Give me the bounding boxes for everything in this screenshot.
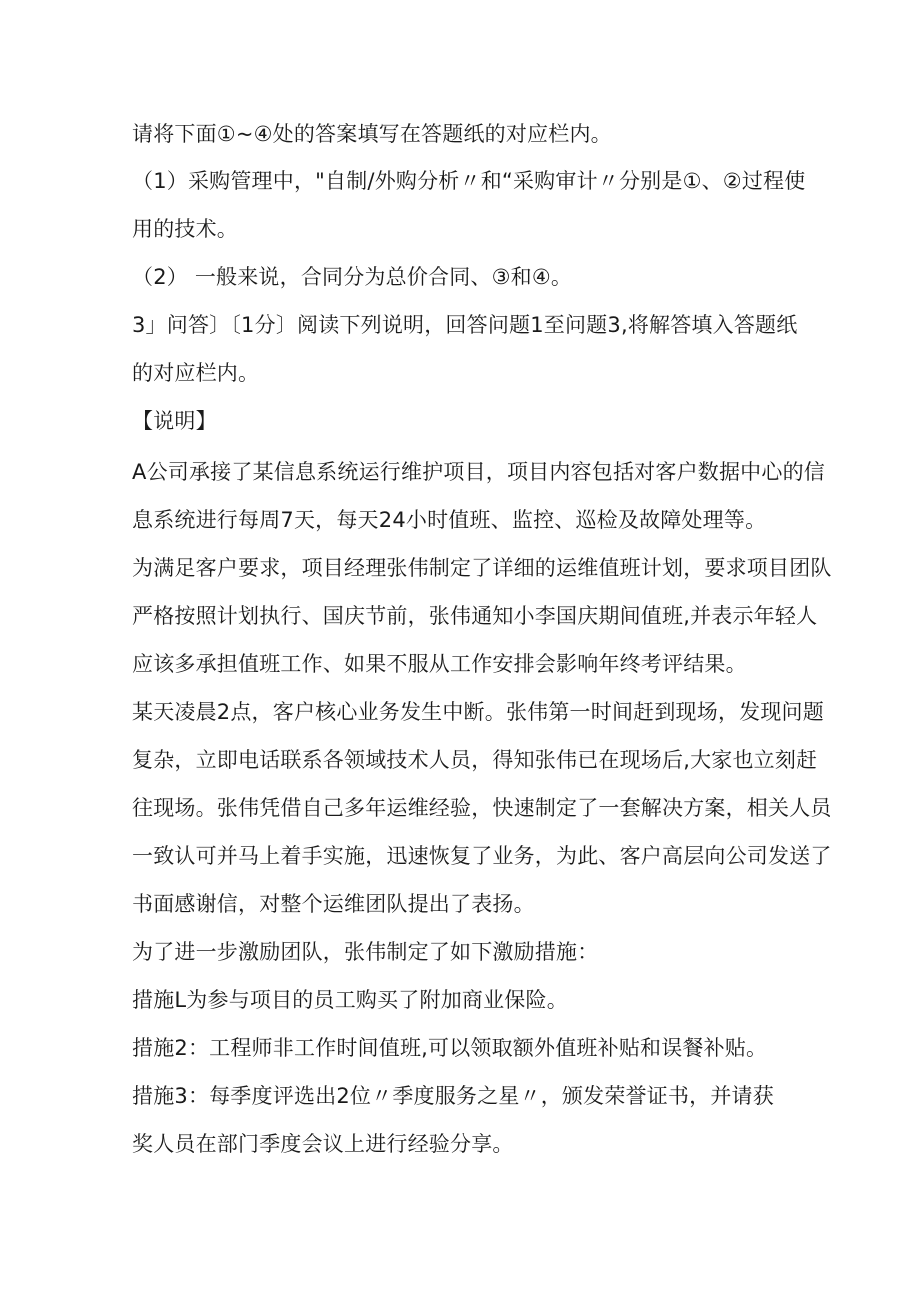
text-line-2: （1）采购管理中，"自制/外购分析〃和“采购审计〃分别是①、②过程使 [132,169,806,193]
text-line-14: 复杂，立即电话联系各领域技术人员，得知张伟已在现场后,大家也立刻赶 [132,748,818,772]
text-line-12: 应该多承担值班工作、如果不服从工作安排会影响年终考评结果。 [132,652,747,676]
text-line-8: A公司承接了某信息系统运行维护项目，项目内容包括对客户数据中心的信 [132,460,825,484]
text-line-1: 请将下面①~④处的答案填写在答题纸的对应栏内。 [132,122,612,146]
text-line-4: （2） 一般来说，合同分为总价合同、③和④。 [132,265,573,289]
text-line-5: 3」问答〕〔1分〕阅读下列说明，回答问题1至问题3,将解答填入答题纸 [132,313,798,337]
text-line-22: 奖人员在部门季度会议上进行经验分享。 [132,1132,514,1156]
text-line-15: 往现场。张伟凭借自己多年运维经验，快速制定了一套解决方案，相关人员 [132,796,832,820]
text-line-6: 的对应栏内。 [132,361,260,385]
text-line-17: 书面感谢信，对整个运维团队提出了表扬。 [132,892,535,916]
text-line-10: 为满足客户要求，项目经理张伟制定了详细的运维值班计划，要求项目团队 [132,556,832,580]
text-line-20: 措施2：工程师非工作时间值班,可以领取额外值班补贴和误餐补贴。 [132,1036,768,1060]
text-line-13: 某天凌晨2点，客户核心业务发生中断。张伟第一时间赶到现场，发现问题 [132,700,824,724]
text-line-11: 严格按照计划执行、国庆节前，张伟通知小李国庆期间值班,并表示年轻人 [132,604,818,628]
text-line-21: 措施3：每季度评选出2位〃季度服务之星〃，颁发荣誉证书，并请获 [132,1084,774,1108]
text-line-19: 措施L为参与项目的员工购买了附加商业保险。 [132,988,568,1012]
text-line-3: 用的技术。 [132,217,238,241]
text-line-9: 息系统进行每周7天，每天24小时值班、监控、巡检及故障处理等。 [132,508,767,532]
text-line-16: 一致认可并马上着手实施，迅速恢复了业务，为此、客户高层向公司发送了 [132,844,832,868]
section-heading: 【说明】 [132,409,217,433]
text-line-18: 为了进一步激励团队，张伟制定了如下激励措施： [132,940,599,964]
